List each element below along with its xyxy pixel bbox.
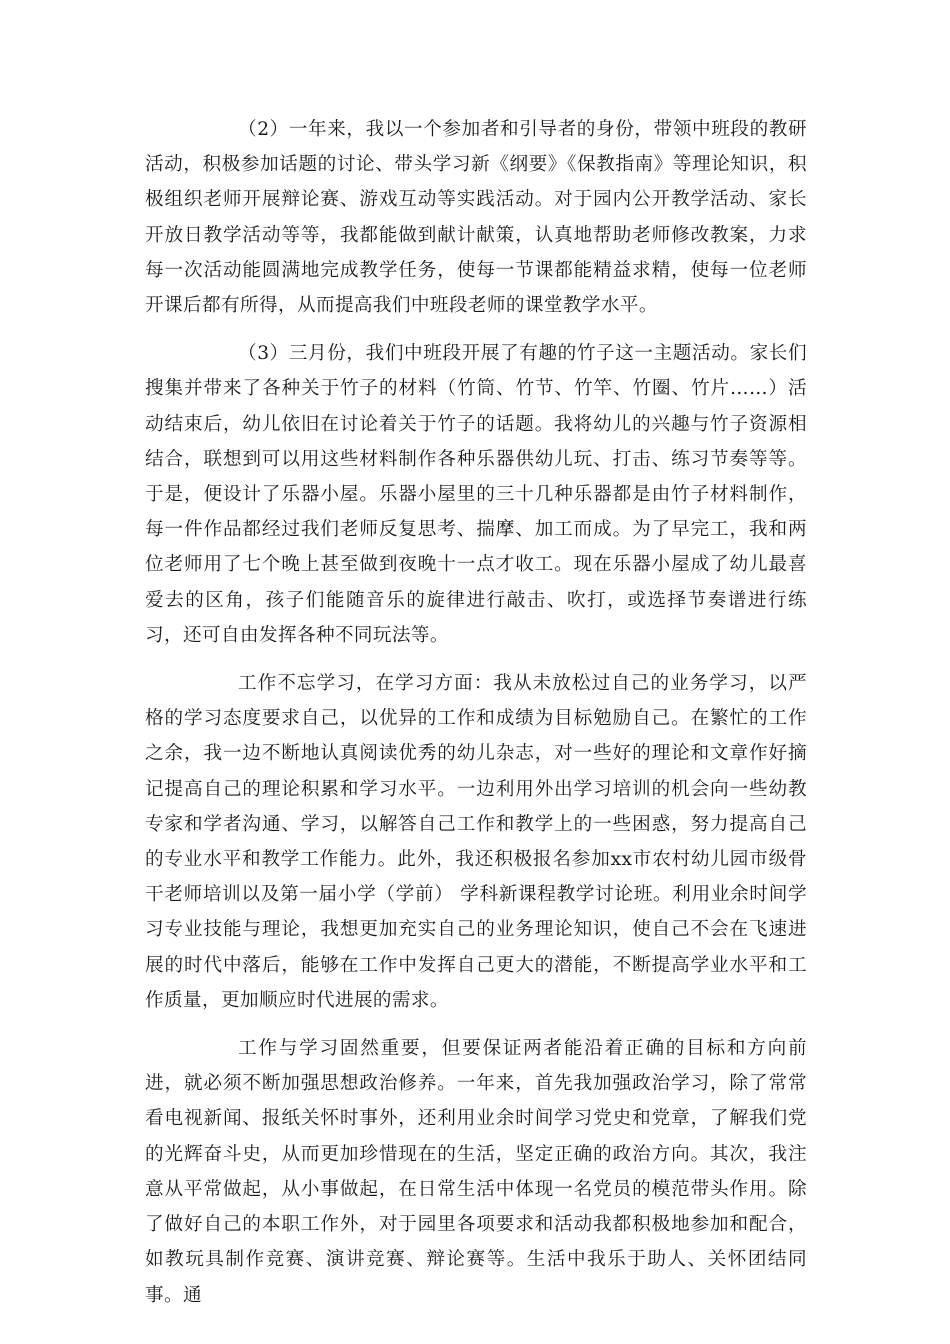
paragraph-gap: [145, 1018, 807, 1031]
paragraph-political-study: 工作与学习固然重要，但要保证两者能沿着正确的目标和方向前进，就必须不断加强思想政治修养。一年来，首先我加强政治学习，除了常常看电视新闻、报纸关怀时事外，还利用业余时间学习党史和党章，了解我们党的光辉奋斗史，从而更加珍惜现在的生活，坚定正确的政治方向。其次，我注意从平常做起，从小事做起，在日常生活中体现一名党员的模范带头作用。除了做好自己的本职工作外，对于园里各项要求和活动我都积极地参加和配合，如教玩具制作竞赛、演讲竞赛、辩论赛等。生活中我乐于助人、关怀团结同事。通: [145, 1038, 807, 1306]
paragraph-gap: [145, 653, 807, 666]
paragraph-teaching-research: （2）一年来，我以一个参加者和引导者的身份，带领中班段的教研活动，积极参加话题的讨论、带头学习新《纲要》《保教指南》等理论知识，积极组织老师开展辩论赛、游戏互动等实践活动。对于园内公开教学活动、家长开放日教学活动等等，我都能做到献计献策，认真地帮助老师修改教案，力求每一次活动能圆满地完成教学任务，使每一节课都能精益求精，使每一位老师开课后都有所得，从而提高我们中班段老师的课堂教学水平。: [145, 119, 807, 317]
paragraph-study: 工作不忘学习，在学习方面：我从未放松过自己的业务学习，以严格的学习态度要求自己，以优异的工作和成绩为目标勉励自己。在繁忙的工作之余，我一边不断地认真阅读优秀的幼儿杂志，对一些好的理论和文章作好摘记提高自己的理论积累和学习水平。一边利用外出学习培训的机会向一些幼教专家和学者沟通、学习，以解答自己工作和教学上的一些困惑，努力提高自己的专业水平和教学工作能力。此外，我还积极报名参加xx市农村幼儿园市级骨干老师培训以及第一届小学（学前） 学科新课程教学讨论班。利用业余时间学习专业技能与理论，我想更加充实自己的业务理论知识，使自己不会在飞速进展的时代中落后，能够在工作中发挥自己更大的潜能，不断提高学业水平和工作质量，更加顺应时代进展的需求。: [145, 673, 807, 1011]
paragraph-gap: [145, 323, 807, 336]
document-body: [145, 112, 807, 1313]
paragraph-bamboo-activity: （3）三月份，我们中班段开展了有趣的竹子这一主题活动。家长们搜集并带来了各种关于竹子的材料（竹筒、竹节、竹竿、竹圈、竹片……）活动结束后，幼儿依旧在讨论着关于竹子的话题。我将幼儿的兴趣与竹子资源相结合，联想到可以用这些材料制作各种乐器供幼儿玩、打击、练习节奏等等。于是，便设计了乐器小屋。乐器小屋里的三十几种乐器都是由竹子材料制作，每一件作品都经过我们老师反复思考、揣摩、加工而成。为了早完工，我和两位老师用了七个晚上甚至做到夜晚十一点才收工。现在乐器小屋成了幼儿最喜爱去的区角，孩子们能随音乐的旋律进行敲击、吹打，或选择节奏谱进行练习，还可自由发挥各种不同玩法等。: [145, 343, 807, 646]
